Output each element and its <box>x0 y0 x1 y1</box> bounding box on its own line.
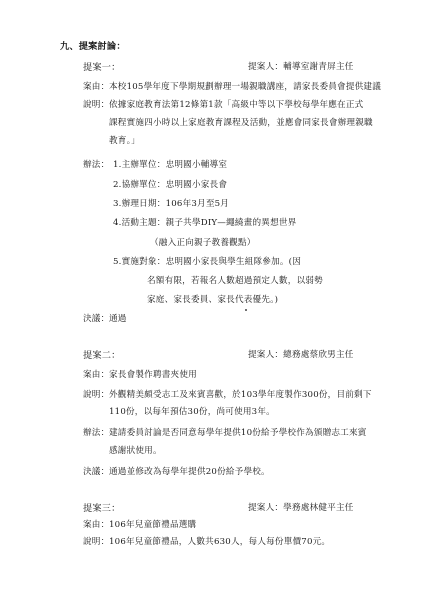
proposal-2-explain-line: 110份，以每年預估30份，尚可使用3年。 <box>109 407 275 417</box>
proposal-1-method-item: 名額有限，若報名人數超過預定人數，以弱勢 <box>147 276 323 286</box>
proposal-1-method-item: （融入正向親子教養觀點） <box>150 238 256 248</box>
proposal-3-proposer: 提案人：學務處林健平主任 <box>248 503 354 513</box>
proposal-3-reason: 106年兒童節禮品選購 <box>109 520 197 530</box>
proposal-2-reason-label: 案由： <box>83 370 110 380</box>
proposal-1-reason-label: 案由： <box>83 82 110 92</box>
proposal-2-method-label: 辦法： <box>83 428 110 438</box>
proposal-1-explain-line: 課程實施四小時以上家庭教育課程及活動，並應會同家長會辦理親職 <box>109 118 373 128</box>
proposal-1-method-item: 4.活動主題：親子共學DIY—繩繞畫的異想世界 <box>113 218 297 228</box>
proposal-1-resolution-label: 決議： <box>83 314 110 324</box>
proposal-2-resolution: 通過並修改為每學年提供20份給予學校。 <box>109 467 270 477</box>
proposal-2-explain-line: 外觀精美頗受志工及來賓喜歡，於103學年度製作300份，目前剩下 <box>109 390 372 400</box>
proposal-1-explain-label: 說明： <box>83 100 110 110</box>
proposal-2-reason: 家長會製作聘書夾使用 <box>109 370 197 380</box>
proposal-1-method-item: 家庭、家長委員、家長代表優先。) <box>147 295 279 305</box>
proposal-3-explain-line: 106年兒童節禮品，人數共630人，每人每份單價70元。 <box>109 537 331 547</box>
proposal-2-explain-label: 說明： <box>83 390 110 400</box>
proposal-2-method-line: 建請委員討論是否同意每學年提供10份給予學校作為頒贈志工來賓 <box>109 428 367 438</box>
proposal-2-label: 提案二： <box>83 350 121 361</box>
proposal-3-reason-label: 案由： <box>83 520 110 530</box>
proposal-1-reason: 本校105學年度下學期規劃辦理一場親職講座，請家長委員會提供建議 <box>109 82 382 92</box>
proposal-2-resolution-label: 決議： <box>83 467 110 477</box>
scan-speck <box>245 309 247 311</box>
proposal-1-label: 提案一： <box>83 62 121 73</box>
proposal-1-method-label: 辦法： <box>83 160 110 170</box>
proposal-1-proposer: 提案人：輔導室謝青屏主任 <box>248 62 354 72</box>
proposal-1-explain-line: 教育。」 <box>109 136 140 146</box>
proposal-2-proposer: 提案人：總務處蔡欣男主任 <box>248 350 354 360</box>
proposal-3-label: 提案三： <box>83 503 121 514</box>
proposal-1-method-item: 5.實施對象：忠明國小家長與學生組隊參加。(因 <box>113 257 302 267</box>
proposal-1-explain-line: 依據家庭教育法第12條第1款「高級中等以下學校每學年應在正式 <box>109 100 364 110</box>
proposal-2-method-line: 感謝狀使用。 <box>109 446 162 456</box>
proposal-1-method-item: 1.主辦單位：忠明國小輔導室 <box>113 160 228 170</box>
section-title: 九、提案討論： <box>60 41 126 52</box>
proposal-1-resolution: 通過 <box>109 314 127 324</box>
proposal-1-method-item: 2.協辦單位：忠明國小家長會 <box>113 180 228 190</box>
proposal-3-explain-label: 說明： <box>83 537 110 547</box>
proposal-1-method-item: 3.辦理日期：106年3月至5月 <box>113 199 230 209</box>
